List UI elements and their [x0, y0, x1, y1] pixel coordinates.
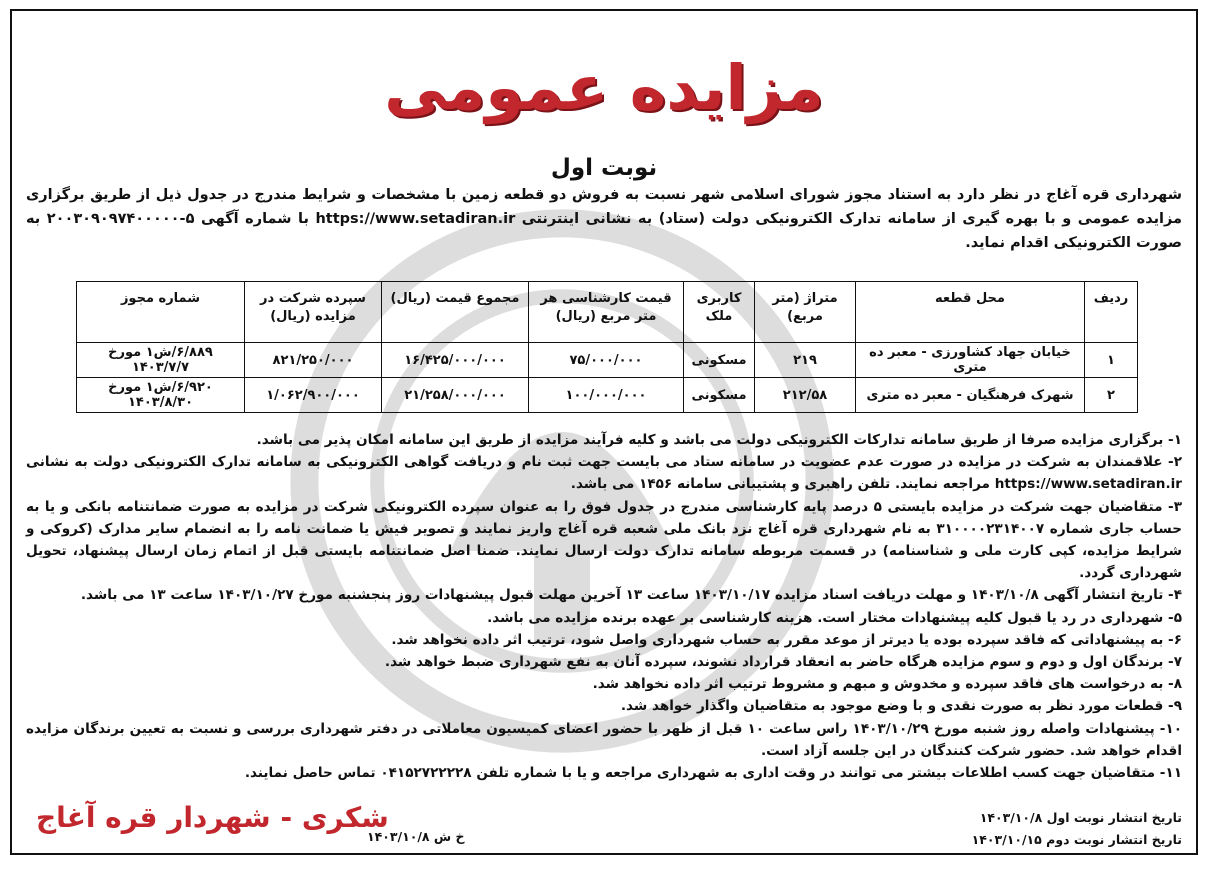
- col-location: محل قطعه: [856, 282, 1085, 343]
- cell-unit-price: ۷۵/۰۰۰/۰۰۰: [529, 343, 684, 378]
- term-item: ۳- متقاضیان جهت شرکت در مزایده بایستی ۵ درصد پایه کارشناسی مندرج در جدول فوق را به عنوان سپرده الکترونیکی شرکت در مزایده به صورت ضمانتنامه بانکی و یا به حساب جاری شماره ۳۱۰۰۰۰۲۳۱۴۰۰۷ به نام شهرداری قره آغاج نزد بانک ملی شعبه قره آغاج واریز نمایند و تصویر فیش یا ضمانت نامه را به انضمام سایر مدارک (کروکی و شرایط مزایده، کپی کارت ملی و شناسنامه) در قسمت مربوطه سامانه تدارک دولت ارسال نمایند. ضمنا اصل ضمانتنامه بایستی قبل از اتمام زمان ارسال پیشنهاد، تحویل شهرداری گردد.: [26, 498, 1182, 582]
- cell-location: شهرک فرهنگیان - معبر ده متری: [856, 378, 1085, 413]
- publication-code: خ ش ۱۴۰۳/۱۰/۸: [367, 829, 465, 844]
- cell-area: ۲۱۲/۵۸: [755, 378, 856, 413]
- cell-usage: مسکونی: [684, 343, 755, 378]
- col-row-number: ردیف: [1085, 282, 1138, 343]
- col-total-price: مجموع قیمت (ریال): [382, 282, 529, 343]
- table-row: [77, 343, 1138, 378]
- lots-table: [76, 281, 1138, 413]
- table-row: [77, 378, 1138, 413]
- page-title: مزایده عمومی: [384, 51, 824, 124]
- notice-page: [10, 9, 1198, 855]
- term-item: ۱۱- متقاضیان جهت کسب اطلاعات بیشتر می توانند در وقت اداری به شهرداری مراجعه و یا با شماره تلفن ۰۴۱۵۲۷۲۲۲۲۸ تماس حاصل نمایند.: [244, 765, 1182, 782]
- table-header-row: [77, 282, 1138, 343]
- cell-usage: مسکونی: [684, 378, 755, 413]
- cell-deposit: ۱/۰۶۲/۹۰۰/۰۰۰: [245, 378, 382, 413]
- col-permit-number: شماره مجوز: [77, 282, 245, 343]
- cell-unit-price: ۱۰۰/۰۰۰/۰۰۰: [529, 378, 684, 413]
- term-item: ۸- به درخواست های فاقد سپرده و مخدوش و مبهم و مشروط ترتیب اثر داده نخواهد شد.: [592, 676, 1182, 693]
- mayor-signature: شکری - شهردار قره آغاج: [36, 801, 389, 834]
- term-item: ۶- به پیشنهاداتی که فاقد سپرده بوده یا دیرتر از موعد مقرر به حساب شهرداری واصل شود، ترتیب اثر داده نخواهد شد.: [391, 631, 1182, 648]
- col-usage: کاربری ملک: [684, 282, 755, 343]
- cell-location: خیابان جهاد کشاورزی - معبر ده متری: [856, 343, 1085, 378]
- cell-area: ۲۱۹: [755, 343, 856, 378]
- terms-list: [26, 429, 1182, 784]
- cell-permit-number: ۶/۹۲۰/ش۱ مورخ ۱۴۰۳/۸/۳۰: [77, 378, 245, 413]
- second-publication-date: تاریخ انتشار نوبت دوم ۱۴۰۳/۱۰/۱۵: [971, 832, 1182, 847]
- term-item: ۹- قطعات مورد نظر به صورت نقدی و با وضع موجود به متقاضیان واگذار خواهد شد.: [620, 698, 1182, 715]
- first-publication-date: تاریخ انتشار نوبت اول ۱۴۰۳/۱۰/۸: [979, 810, 1182, 825]
- col-deposit: سپرده شرکت در مزایده (ریال): [245, 282, 382, 343]
- cell-row-number: ۲: [1085, 378, 1138, 413]
- term-item: ۵- شهرداری در رد یا قبول کلیه پیشنهادات مختار است. هزینه کارشناسی بر عهده برنده مزایده می باشد.: [487, 609, 1182, 626]
- cell-deposit: ۸۲۱/۲۵۰/۰۰۰: [245, 343, 382, 378]
- term-item: ۴- تاریخ انتشار آگهی ۱۴۰۳/۱۰/۸ و مهلت دریافت اسناد مزایده ۱۴۰۳/۱۰/۱۷ ساعت ۱۳ آخرین مهلت قبول پیشنهادات روز پنجشنبه مورخ ۱۴۰۳/۱۰/۲۷ ساعت ۱۳ می باشد.: [80, 587, 1182, 604]
- term-item: ۷- برندگان اول و دوم و سوم مزایده هرگاه حاضر به انعقاد قرارداد نشوند، سپرده آنان به نفع شهرداری ضبط خواهد شد.: [384, 654, 1182, 671]
- round-subtitle: نوبت اول: [550, 155, 658, 181]
- cell-total-price: ۲۱/۲۵۸/۰۰۰/۰۰۰: [382, 378, 529, 413]
- term-item: ۲- علاقمندان به شرکت در مزایده در صورت عدم عضویت در سامانه ستاد می بایست جهت ثبت نام و دریافت گواهی الکترونیکی به سامانه تدارک الکترونیکی دولت به نشانی https://www.setadiran.ir مراجعه نمایند. تلفن راهبری و پشتیبانی سامانه ۱۴۵۶ می باشد.: [26, 454, 1182, 493]
- col-unit-price: قیمت کارشناسی هر متر مربع (ریال): [529, 282, 684, 343]
- col-area: متراژ (متر مربع): [755, 282, 856, 343]
- cell-permit-number: ۶/۸۸۹/ش۱ مورخ ۱۴۰۳/۷/۷: [77, 343, 245, 378]
- cell-total-price: ۱۶/۴۲۵/۰۰۰/۰۰۰: [382, 343, 529, 378]
- cell-row-number: ۱: [1085, 343, 1138, 378]
- term-item: ۱۰- پیشنهادات واصله روز شنبه مورخ ۱۴۰۳/۱۰/۲۹ راس ساعت ۱۰ قبل از ظهر با حضور اعضای کمیسیون معاملاتی در دفتر شهرداری بررسی و نسبت به تعیین برندگان مزایده اقدام خواهد شد. حضور شرکت کنندگان در این جلسه آزاد است.: [26, 720, 1183, 759]
- term-item: ۱- برگزاری مزایده صرفا از طریق سامانه تدارکات الکترونیکی دولت می باشد و کلیه فرآیند مزایده از طریق این سامانه امکان پذیر می باشد.: [256, 432, 1182, 448]
- publication-dates: [972, 807, 1182, 851]
- intro-paragraph: شهرداری قره آغاج در نظر دارد به استناد مجوز شورای اسلامی شهر نسبت به فروش دو قطعه زمین با مشخصات و شرایط مندرج در جدول ذیل از طریق برگزاری مزایده عمومی و با بهره گیری از سامانه تدارک الکترونیکی دولت (ستاد) به نشانی اینترنتی https://www.setadiran.ir با شماره آگهی ۵-۲۰۰۳۰۹۰۹۷۴۰۰۰۰۰ به صورت الکترونیکی اقدام نماید.: [26, 187, 1182, 251]
